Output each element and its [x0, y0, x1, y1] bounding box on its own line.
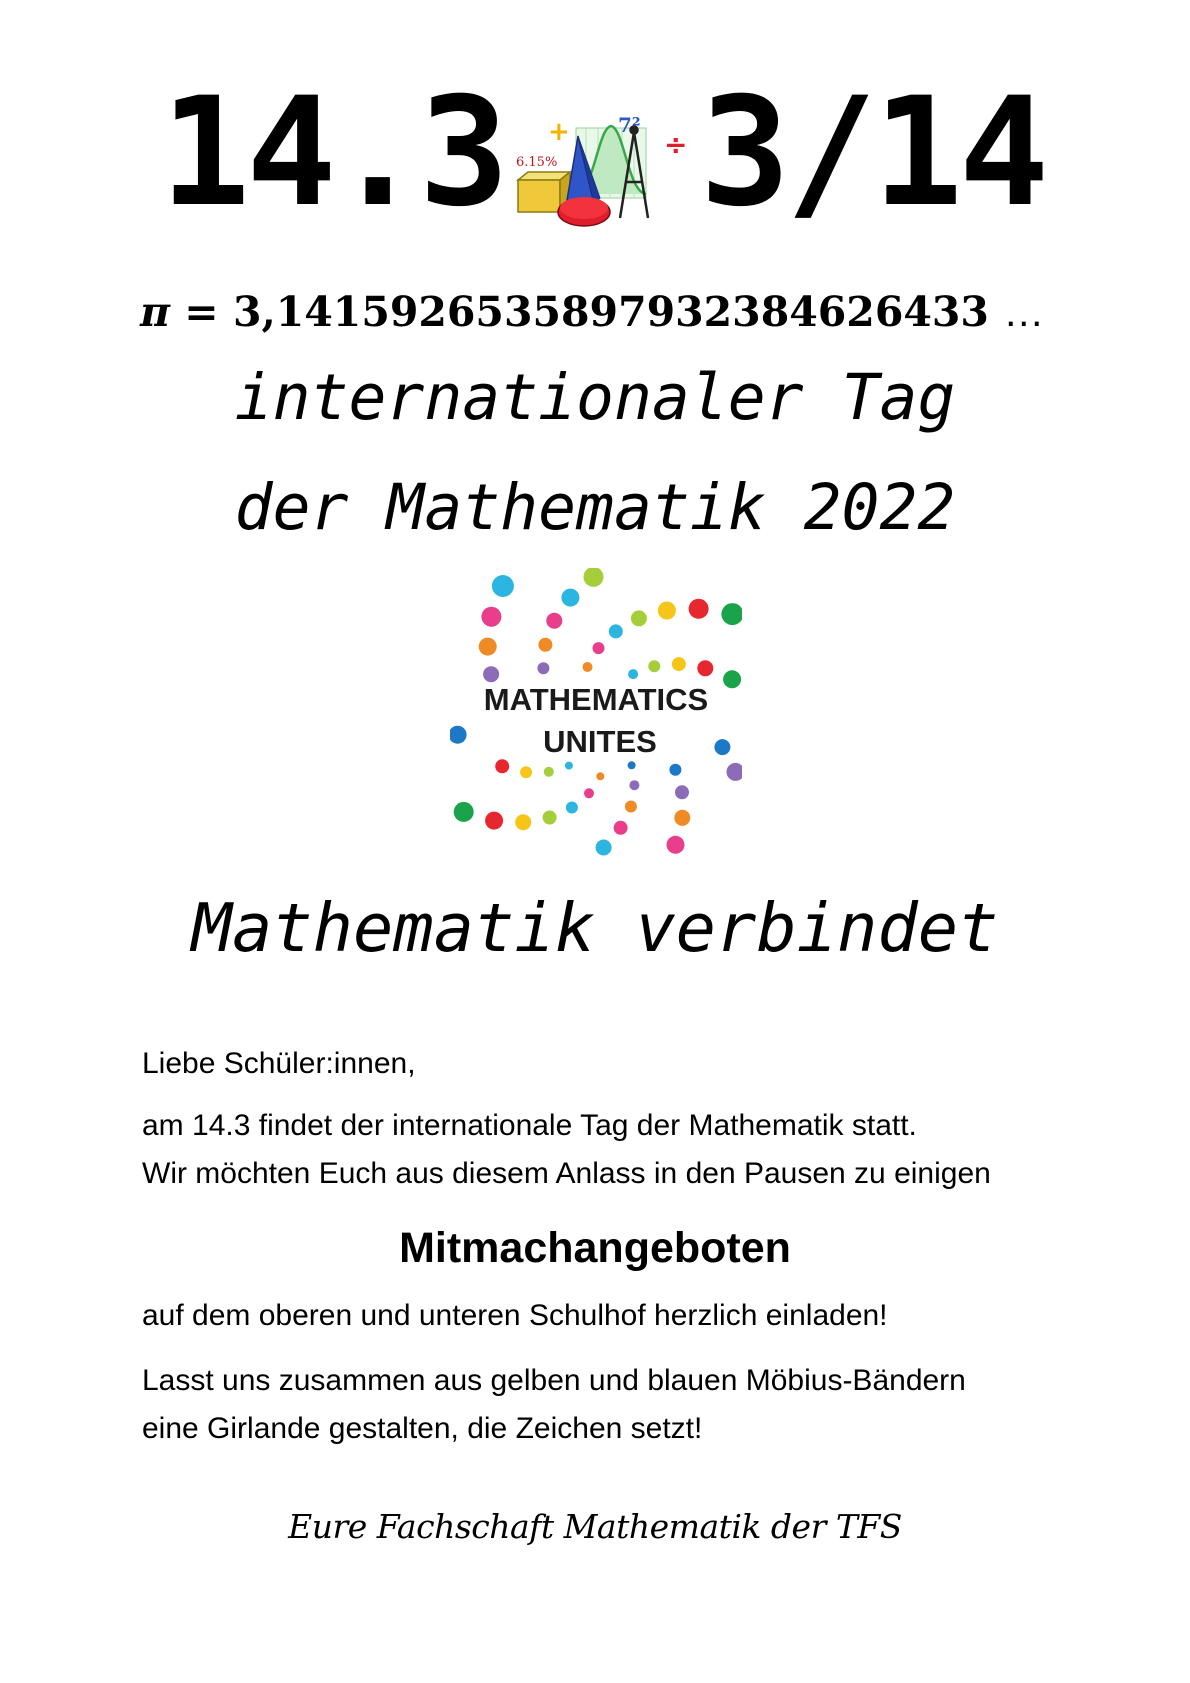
pi-digits: 3,1415926535897932384626433 — [232, 288, 989, 336]
logo-dot — [675, 785, 689, 799]
logo-dot — [543, 811, 557, 825]
date-us-format: 3/14 — [700, 66, 1046, 240]
logo-dot — [561, 589, 579, 607]
logo-dot — [593, 642, 605, 654]
logo-dot — [584, 788, 594, 798]
division-sign: ÷ — [664, 128, 688, 161]
logo-dot — [485, 812, 503, 830]
date-header — [0, 66, 1190, 240]
logo-dot — [629, 780, 639, 790]
headline-line-1: internationaler Tag — [234, 361, 956, 434]
equals-sign: = — [184, 288, 219, 336]
logo-dot — [625, 801, 637, 813]
logo-dot — [674, 810, 690, 826]
logo-dot — [492, 575, 514, 597]
logo-dot — [546, 613, 562, 629]
logo-dot — [669, 764, 681, 776]
logo-dot — [483, 666, 499, 682]
logo-line-mathematics: MATHEMATICS — [483, 682, 709, 717]
pi-digits-line — [140, 282, 1060, 342]
logo-dot — [479, 638, 497, 656]
logo-dot — [565, 762, 573, 770]
logo-dot — [714, 739, 730, 755]
logo-dot — [454, 802, 474, 822]
paragraph-1-line-2: Wir möchten Euch aus diesem Anlass in den Pausen zu einigen — [142, 1157, 991, 1190]
logo-dot — [672, 657, 686, 671]
logo-dot — [689, 599, 709, 619]
logo-dot — [538, 638, 552, 652]
pi-ellipsis: … — [1003, 289, 1045, 335]
plus-sign: + — [548, 117, 570, 147]
logo-dot — [609, 624, 623, 638]
logo-dot — [537, 662, 549, 674]
logo-dot — [515, 814, 531, 830]
logo-dot — [583, 662, 593, 672]
slogan: Mathematik verbindet — [191, 889, 999, 967]
paragraph-3-line-1: Lasst uns zusammen aus gelben und blauen Möbius-Bändern — [142, 1364, 966, 1397]
paragraph-3-line-2: eine Girlande gestalten, die Zeichen setzt! — [142, 1412, 703, 1445]
power-label: 7² — [618, 113, 641, 137]
logo-dot — [566, 802, 578, 814]
math-clipart-icon — [514, 106, 699, 231]
logo-dot — [631, 610, 647, 626]
mathematics-unites-logo — [450, 568, 742, 860]
logo-dot — [667, 836, 685, 854]
headline-line-2: der Mathematik 2022 — [234, 471, 956, 544]
logo-dot — [596, 772, 604, 780]
logo-dot — [495, 759, 509, 773]
logo-dot — [727, 763, 743, 781]
logo-dot — [628, 669, 638, 679]
logo-dot — [450, 726, 467, 744]
highlight-offers: Mitmachangeboten — [399, 1224, 791, 1272]
logo-dot — [614, 821, 628, 835]
logo-dot — [520, 766, 532, 778]
logo-dot — [648, 660, 660, 672]
logo-dot — [628, 761, 636, 769]
percent-label: 6.15% — [516, 155, 558, 170]
logo-dot — [481, 607, 501, 627]
signature: Eure Fachschaft Mathematik der TFS — [288, 1507, 902, 1546]
pi-symbol: π — [140, 288, 171, 336]
logo-dot — [596, 840, 612, 856]
greeting-text: Liebe Schüler:innen, — [142, 1047, 416, 1080]
logo-line-unites: UNITES — [543, 724, 657, 759]
logo-dot — [544, 767, 554, 777]
logo-dot — [697, 660, 713, 676]
paragraph-2: auf dem oberen und unteren Schulhof herzlich einladen! — [142, 1299, 888, 1332]
logo-dot — [723, 670, 741, 688]
logo-dot — [721, 603, 742, 625]
logo-dot — [658, 602, 676, 620]
paragraph-1-line-1: am 14.3 findet der internationale Tag der Mathematik statt. — [142, 1109, 917, 1142]
logo-dot — [584, 568, 604, 587]
date-german-format: 14.3 — [160, 66, 506, 240]
